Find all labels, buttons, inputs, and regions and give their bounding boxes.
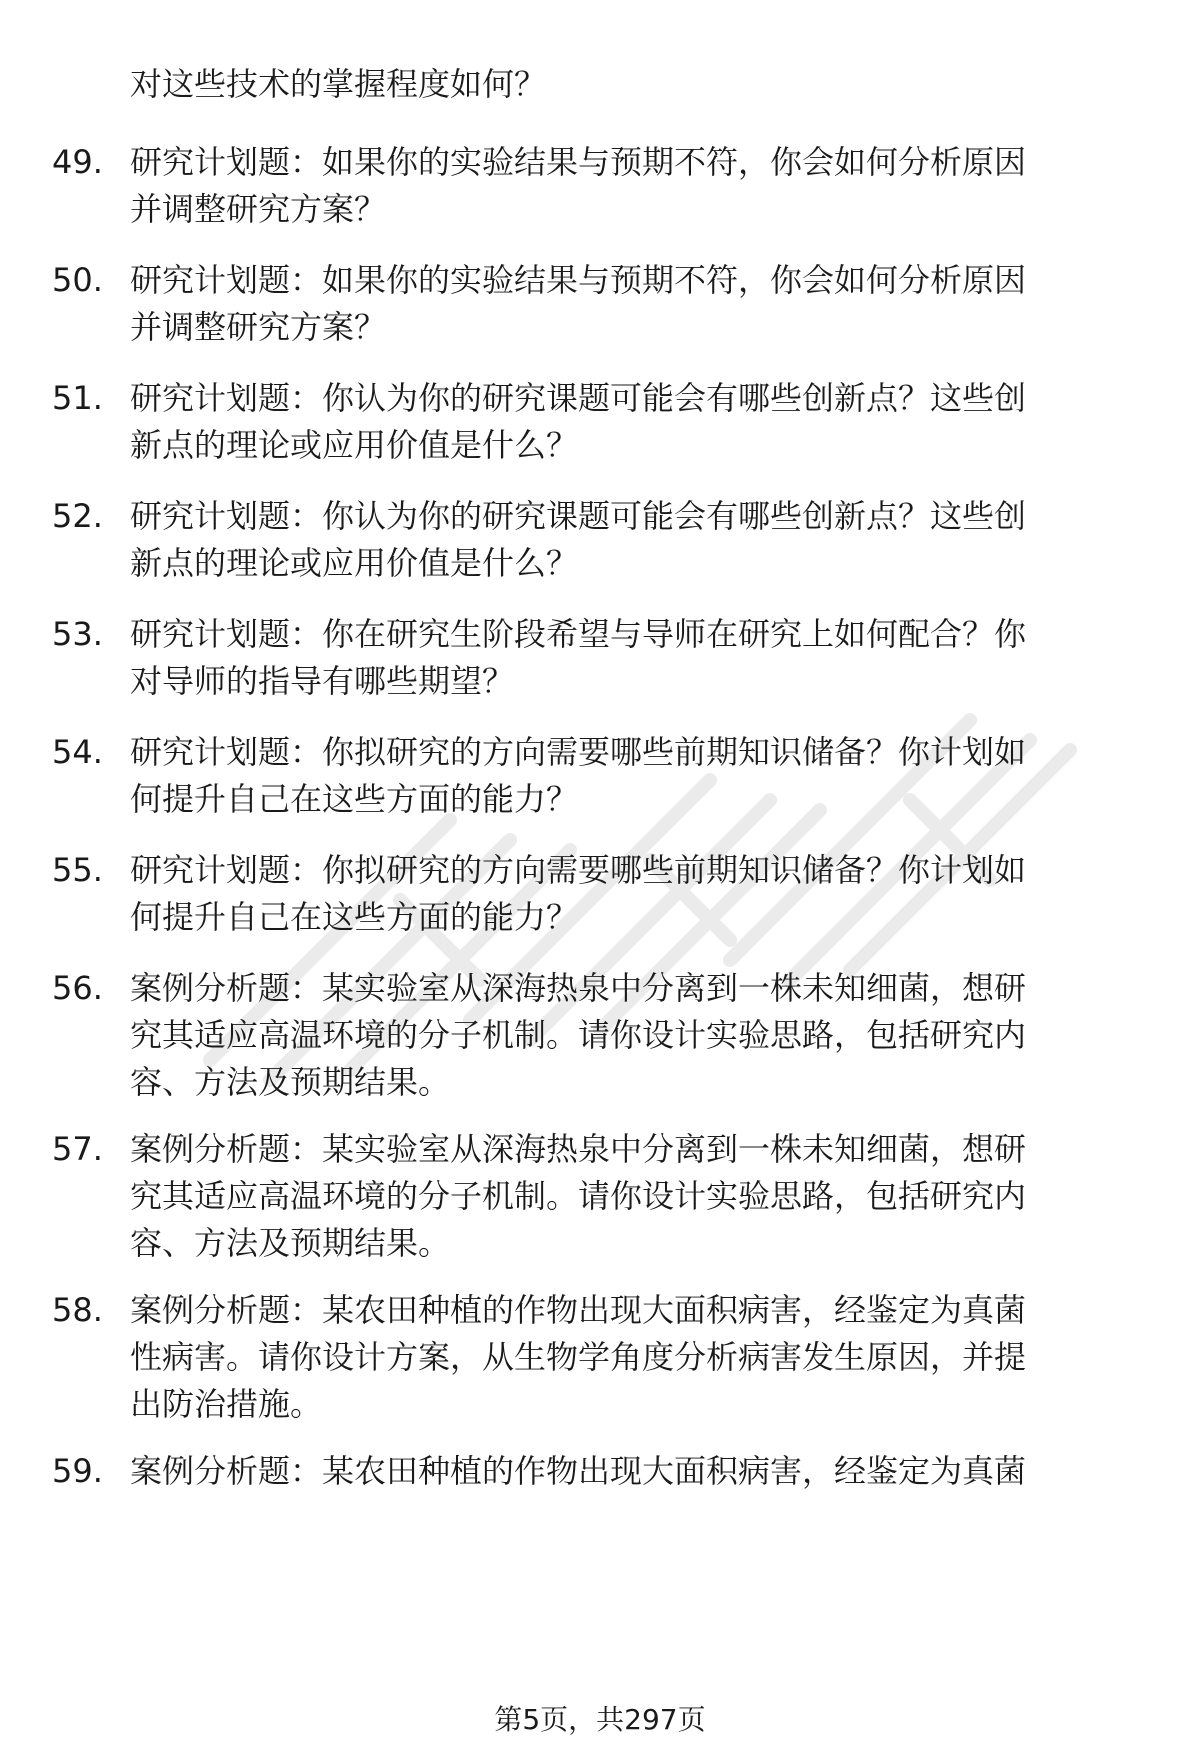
question-text-line: 研究计划题：如果你的实验结果与预期不符，你会如何分析原因	[130, 261, 1027, 299]
question-number: 56.	[52, 969, 103, 1007]
question-text-line: 新点的理论或应用价值是什么？	[130, 426, 579, 464]
question-text-line: 研究计划题：你拟研究的方向需要哪些前期知识储备？你计划如	[130, 851, 1027, 889]
question-text-line: 研究计划题：你认为你的研究课题可能会有哪些创新点？这些创	[130, 497, 1027, 535]
question-number: 55.	[52, 851, 103, 889]
question-text-line: 出防治措施。	[130, 1385, 323, 1423]
continued-question-text: 对这些技术的掌握程度如何？	[130, 65, 547, 103]
question-text-line: 案例分析题：某农田种植的作物出现大面积病害，经鉴定为真菌	[130, 1452, 1027, 1490]
question-number: 52.	[52, 497, 103, 535]
question-text-line: 研究计划题：你认为你的研究课题可能会有哪些创新点？这些创	[130, 379, 1027, 417]
question-text-line: 案例分析题：某实验室从深海热泉中分离到一株未知细菌，想研	[130, 969, 1027, 1007]
question-number: 58.	[52, 1291, 103, 1329]
question-text-line: 究其适应高温环境的分子机制。请你设计实验思路，包括研究内	[130, 1016, 1027, 1054]
question-text-line: 研究计划题：你拟研究的方向需要哪些前期知识储备？你计划如	[130, 733, 1027, 771]
question-text-line: 对导师的指导有哪些期望？	[130, 662, 515, 700]
page-number-footer: 第5页，共297页	[494, 1703, 706, 1736]
question-text-line: 案例分析题：某农田种植的作物出现大面积病害，经鉴定为真菌	[130, 1291, 1027, 1329]
question-number: 53.	[52, 615, 103, 653]
question-text-line: 性病害。请你设计方案，从生物学角度分析病害发生原因，并提	[130, 1338, 1027, 1376]
question-text-line: 案例分析题：某实验室从深海热泉中分离到一株未知细菌，想研	[130, 1130, 1027, 1168]
question-number: 50.	[52, 261, 103, 299]
question-number: 54.	[52, 733, 103, 771]
question-text-line: 研究计划题：你在研究生阶段希望与导师在研究上如何配合？你	[130, 615, 1027, 653]
question-text-line: 容、方法及预期结果。	[130, 1063, 451, 1101]
question-number: 57.	[52, 1130, 103, 1168]
question-text-line: 并调整研究方案？	[130, 190, 387, 228]
question-text-line: 何提升自己在这些方面的能力？	[130, 780, 579, 818]
question-number: 59.	[52, 1452, 103, 1490]
question-text-line: 何提升自己在这些方面的能力？	[130, 898, 579, 936]
question-number: 49.	[52, 143, 103, 181]
question-text-line: 并调整研究方案？	[130, 308, 387, 346]
question-text-line: 新点的理论或应用价值是什么？	[130, 544, 579, 582]
question-text-line: 究其适应高温环境的分子机制。请你设计实验思路，包括研究内	[130, 1177, 1027, 1215]
question-text-line: 容、方法及预期结果。	[130, 1224, 451, 1262]
question-number: 51.	[52, 379, 103, 417]
question-text-line: 研究计划题：如果你的实验结果与预期不符，你会如何分析原因	[130, 143, 1027, 181]
